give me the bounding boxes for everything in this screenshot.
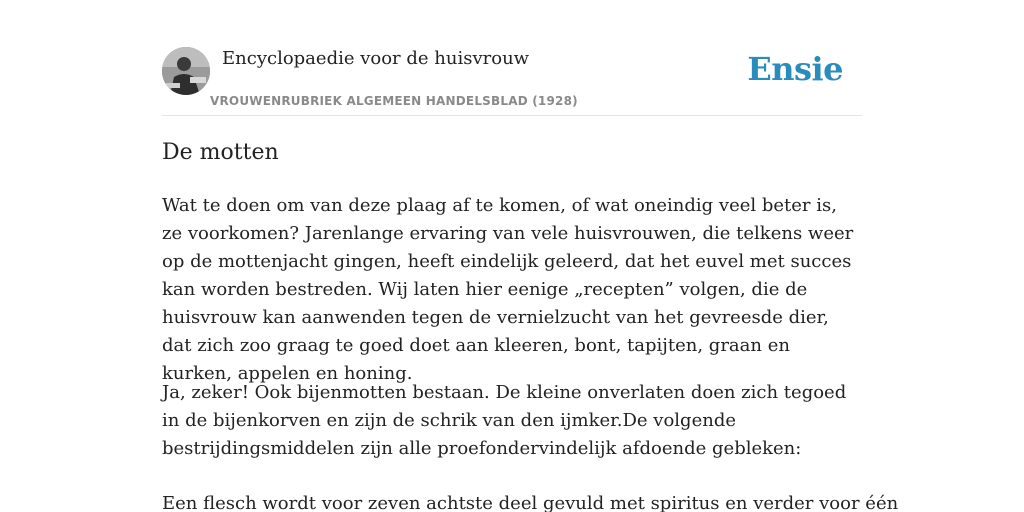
site-header: [162, 46, 862, 116]
brand-logo[interactable]: Ensie: [747, 50, 843, 88]
article-title: De motten: [162, 140, 279, 165]
article-paragraph: Een flesch wordt voor zeven achtste deel gevuld met spiritus en verder voor één: [162, 493, 899, 512]
portrait-photo-icon: [162, 47, 210, 95]
publication-name[interactable]: Encyclopaedie voor de huisvrouw: [222, 48, 530, 69]
article-paragraph: Wat te doen om van deze plaag af te komen, of wat oneindig veel beter is, ze voorkomen? Jarenlange ervaring van vele huisvrouwen, die telkens weer op de mottenjacht gingen, heeft eindelijk geleerd, dat het euvel met succes kan worden bestreden. Wij laten hier eenige „recepten” volgen, die de huisvrouw kan aanwenden tegen de vernielzucht van het gevreesde dier, dat zich zoo graag te goed doet aan kleeren, bont, tapijten, graan en kurken, appelen en honing.: [162, 195, 854, 384]
article-paragraph: Ja, zeker! Ook bijenmotten bestaan. De kleine onverlaten doen zich tegoed in de bijenkorven en zijn de schrik van den ijmker.De volgende bestrijdingsmiddelen zijn alle proefondervindelijk afdoende gebleken:: [162, 382, 847, 459]
avatar[interactable]: [162, 47, 210, 95]
publication-subtitle: VROUWENRUBRIEK ALGEMEEN HANDELSBLAD (1928): [210, 94, 578, 108]
